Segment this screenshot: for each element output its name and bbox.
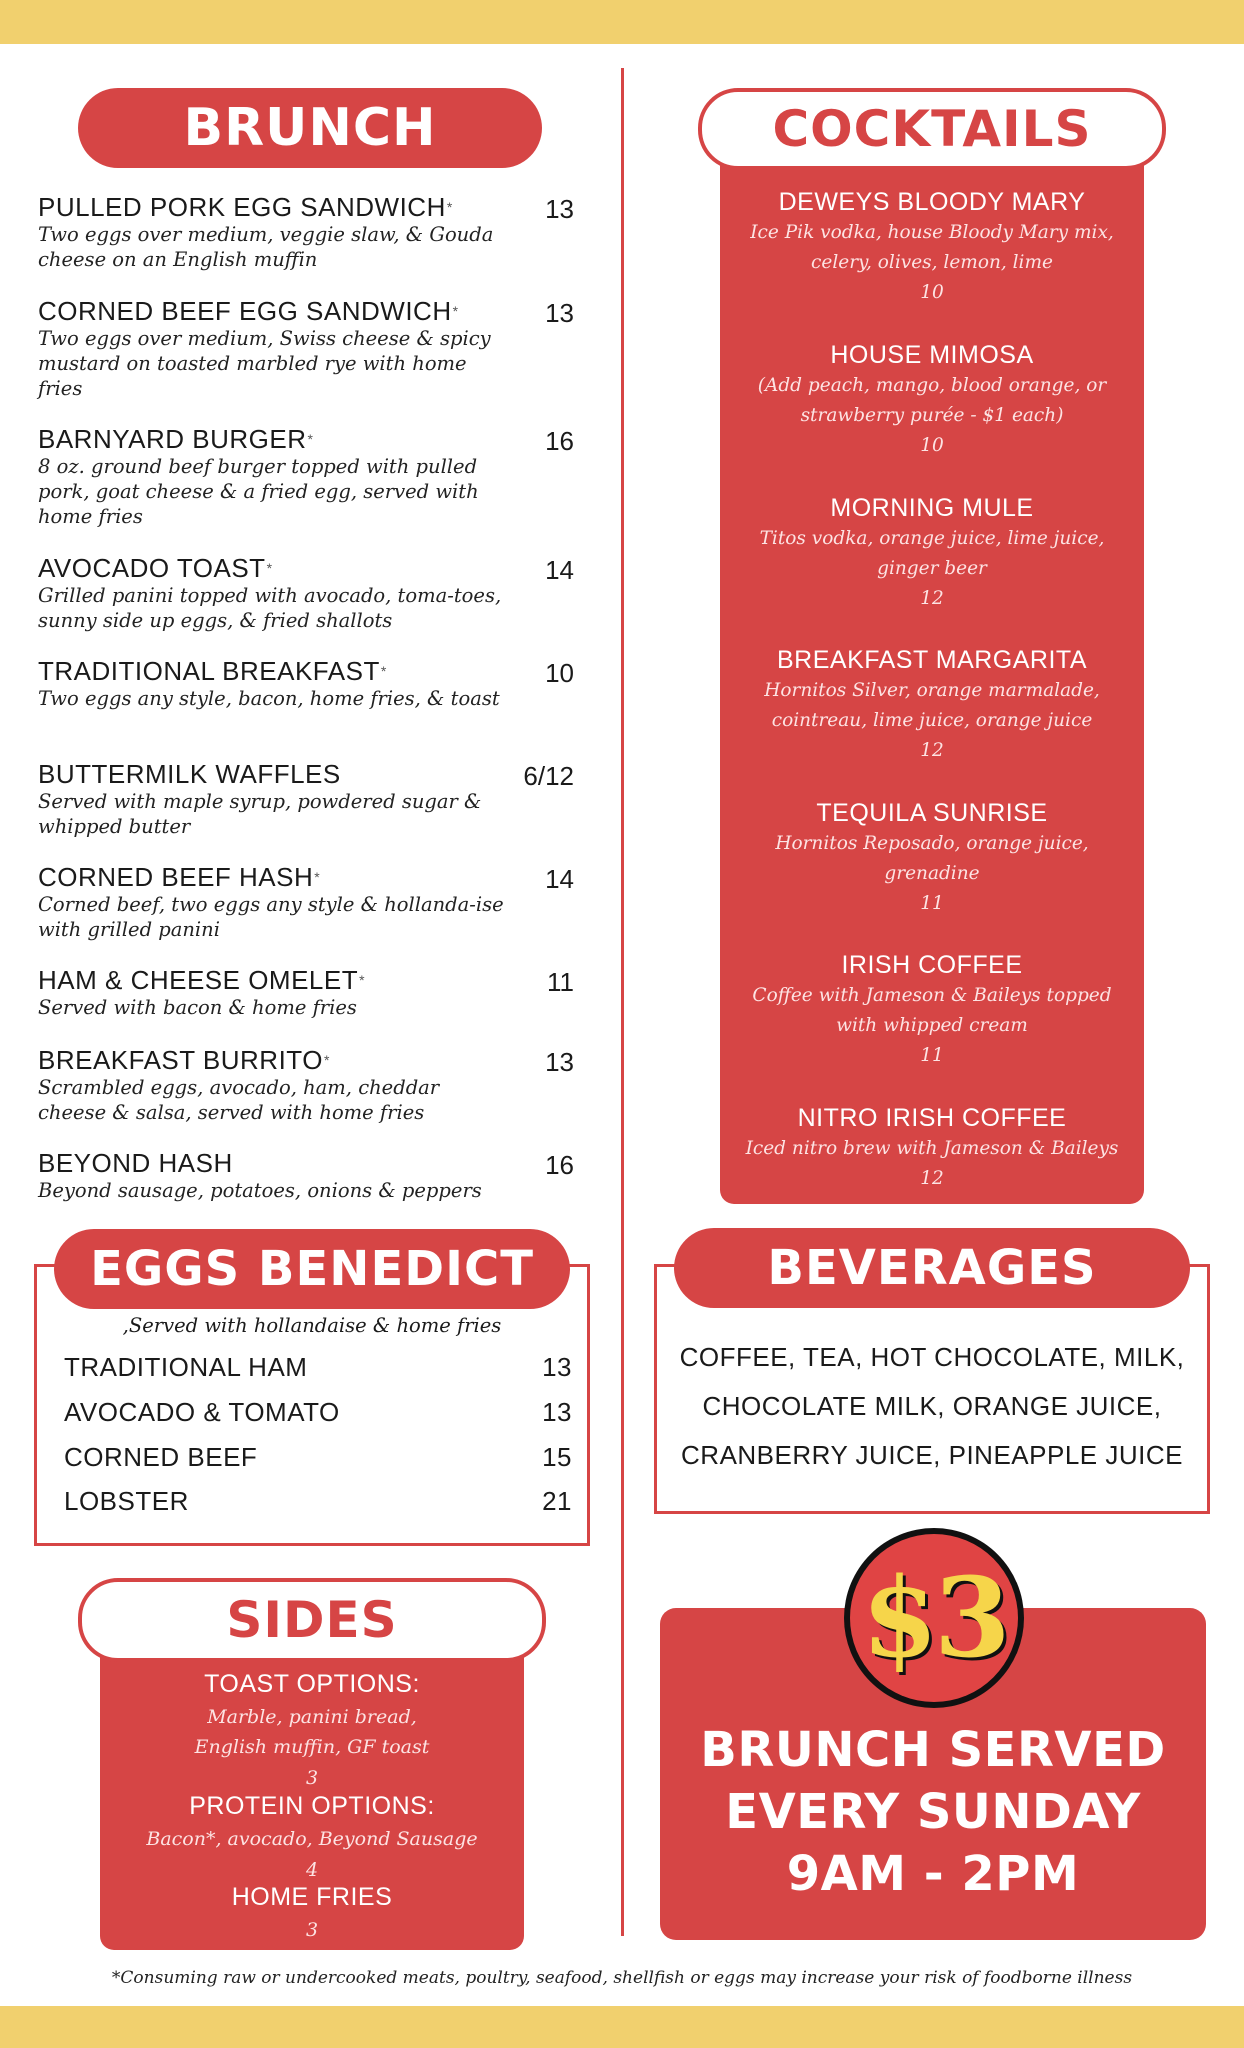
item-name: PULLED PORK EGG SANDWICH <box>38 192 446 222</box>
item-description: Two eggs any style, bacon, home fries, & toast <box>38 687 500 710</box>
bottom-band <box>0 2006 1244 2048</box>
item-price: 13 <box>542 1397 572 1427</box>
brunch-hours-line: 9AM - 2PM <box>786 1846 1080 1902</box>
cocktail-price: 12 <box>920 588 944 609</box>
cocktail-name: DEWEYS BLOODY MARY <box>778 188 1086 216</box>
protein-options-price: 4 <box>305 1859 319 1881</box>
item-description: Grilled panini topped with avocado, toma-toes, sunny side up eggs, & fried shallots <box>38 584 502 632</box>
menu-item <box>38 1045 578 1125</box>
item-name: TRADITIONAL BREAKFAST <box>38 656 380 686</box>
raw-warning-mark: * <box>314 869 321 885</box>
item-description: Two eggs over medium, Swiss cheese & spicy mustard on toasted marbled rye with home fries <box>38 327 491 400</box>
item-description: Scrambled eggs, avocado, ham, cheddar cheese & salsa, served with home fries <box>38 1076 440 1124</box>
toast-options-desc: English muffin, GF toast <box>194 1736 430 1758</box>
item-price: 14 <box>545 864 574 894</box>
cocktail-description: Titos vodka, orange juice, lime juice, ginger beer <box>759 528 1105 579</box>
item-description: Two eggs over medium, veggie slaw, & Gouda cheese on an English muffin <box>38 223 494 271</box>
menu-item <box>38 424 578 529</box>
cocktail-description: Ice Pik vodka, house Bloody Mary mix, celery, olives, lemon, lime <box>750 222 1114 273</box>
list-item <box>64 1486 572 1517</box>
protein-options-heading: PROTEIN OPTIONS: <box>189 1792 435 1820</box>
menu-item <box>38 296 578 401</box>
item-description: Beyond sausage, potatoes, onions & peppers <box>38 1179 482 1202</box>
home-fries-heading: HOME FRIES <box>231 1883 393 1911</box>
brunch-title: BRUNCH <box>78 88 542 168</box>
item-price: 13 <box>545 298 574 328</box>
item-price: 13 <box>542 1352 572 1382</box>
item-description: Served with maple syrup, powdered sugar & whipped butter <box>38 790 482 838</box>
item-name: CORNED BEEF <box>64 1442 258 1472</box>
brunch-hours-line: EVERY SUNDAY <box>725 1784 1141 1840</box>
raw-warning-mark: * <box>307 431 314 447</box>
cocktail-item <box>720 186 1144 308</box>
toast-options-price: 3 <box>305 1767 319 1789</box>
menu-item <box>38 965 578 1020</box>
raw-warning-mark: * <box>446 199 453 215</box>
item-price: 16 <box>545 1150 574 1180</box>
raw-warning-mark: * <box>323 1052 330 1068</box>
cocktail-price: 12 <box>920 740 944 761</box>
item-price: 6/12 <box>523 761 574 791</box>
eggs-benedict-title: EGGS BENEDICT <box>54 1229 570 1309</box>
list-item <box>64 1397 572 1428</box>
beverages-list-line: CRANBERRY JUICE, PINEAPPLE JUICE <box>681 1440 1183 1470</box>
cocktail-description: Hornitos Reposado, orange juice, grenadine <box>775 833 1089 884</box>
raw-warning-mark: * <box>266 560 273 576</box>
raw-warning-mark: * <box>359 972 366 988</box>
cocktail-name: HOUSE MIMOSA <box>830 341 1034 369</box>
cocktail-description: (Add peach, mango, blood orange, or strawberry purée - $1 each) <box>757 375 1107 426</box>
eggs-benedict-subtitle: ,Served with hollandaise & home fries <box>122 1314 502 1337</box>
home-fries-price: 3 <box>305 1919 319 1941</box>
beverages-title: BEVERAGES <box>674 1228 1190 1308</box>
column-divider <box>621 68 624 1936</box>
raw-warning-mark: * <box>452 303 459 319</box>
cocktail-name: TEQUILA SUNRISE <box>816 799 1048 827</box>
cocktail-item <box>720 949 1144 1071</box>
menu-item <box>38 656 578 711</box>
item-price: 11 <box>547 967 574 997</box>
top-band <box>0 0 1244 44</box>
item-description: 8 oz. ground beef burger topped with pulled pork, goat cheese & a fried egg, served with home fries <box>38 455 479 528</box>
menu-item <box>38 553 578 633</box>
cocktail-item <box>720 797 1144 919</box>
cocktail-price: 11 <box>920 893 944 914</box>
item-description: Served with bacon & home fries <box>38 996 357 1019</box>
menu-item <box>38 192 578 272</box>
cocktail-description: Coffee with Jameson & Baileys topped with whipped cream <box>752 985 1112 1036</box>
health-disclaimer: *Consuming raw or undercooked meats, poultry, seafood, shellfish or eggs may increase your risk of foodborne illness <box>111 1968 1133 1988</box>
beverages-list-line: CHOCOLATE MILK, ORANGE JUICE, <box>702 1391 1162 1421</box>
cocktail-price: 11 <box>920 1045 944 1066</box>
raw-warning-mark: * <box>380 663 387 679</box>
item-price: 16 <box>545 426 574 456</box>
cocktail-name: MORNING MULE <box>830 494 1034 522</box>
protein-options-desc: Bacon*, avocado, Beyond Sausage <box>146 1828 478 1850</box>
cocktail-description: Iced nitro brew with Jameson & Baileys <box>745 1138 1119 1159</box>
item-price: 10 <box>545 658 574 688</box>
item-price: 15 <box>542 1442 572 1472</box>
item-name: BEYOND HASH <box>38 1148 233 1178</box>
item-name: AVOCADO & TOMATO <box>64 1397 340 1427</box>
item-name: BARNYARD BURGER <box>38 424 307 454</box>
cocktail-item <box>720 644 1144 766</box>
item-name: CORNED BEEF EGG SANDWICH <box>38 296 452 326</box>
item-name: HAM & CHEESE OMELET <box>38 965 359 995</box>
item-price: 13 <box>545 194 574 224</box>
cocktail-name: NITRO IRISH COFFEE <box>797 1104 1067 1132</box>
sides-title: SIDES <box>78 1578 546 1662</box>
list-item <box>64 1442 572 1473</box>
price-badge-text: $3 <box>861 1553 1007 1682</box>
cocktail-description: Hornitos Silver, orange marmalade, cointreau, lime juice, orange juice <box>764 680 1100 731</box>
item-name: AVOCADO TOAST <box>38 553 266 583</box>
cocktail-price: 10 <box>920 435 944 456</box>
item-name: BUTTERMILK WAFFLES <box>38 759 341 789</box>
cocktail-item <box>720 1102 1144 1194</box>
toast-options-heading: TOAST OPTIONS: <box>204 1670 420 1698</box>
cocktail-name: IRISH COFFEE <box>841 951 1023 979</box>
cocktail-item <box>720 492 1144 614</box>
cocktails-title: COCKTAILS <box>698 88 1166 170</box>
beverages-list-line: COFFEE, TEA, HOT CHOCOLATE, MILK, <box>679 1342 1185 1372</box>
cocktail-name: BREAKFAST MARGARITA <box>776 646 1088 674</box>
item-name: CORNED BEEF HASH <box>38 862 314 892</box>
item-description: Corned beef, two eggs any style & hollanda-ise with grilled panini <box>38 893 504 941</box>
brunch-hours-line: BRUNCH SERVED <box>700 1722 1166 1778</box>
toast-options-desc: Marble, panini bread, <box>207 1706 417 1728</box>
item-name: BREAKFAST BURRITO <box>38 1045 323 1075</box>
menu-item <box>38 862 578 942</box>
item-price: 14 <box>545 555 574 585</box>
item-price: 13 <box>545 1047 574 1077</box>
cocktail-price: 12 <box>920 1168 944 1189</box>
item-name: LOBSTER <box>64 1486 189 1516</box>
cocktail-price: 10 <box>920 282 944 303</box>
menu-item <box>38 759 578 839</box>
list-item <box>64 1352 572 1383</box>
cocktail-item <box>720 339 1144 461</box>
item-name: TRADITIONAL HAM <box>64 1352 308 1382</box>
menu-item <box>38 1148 578 1203</box>
item-price: 21 <box>542 1486 572 1516</box>
